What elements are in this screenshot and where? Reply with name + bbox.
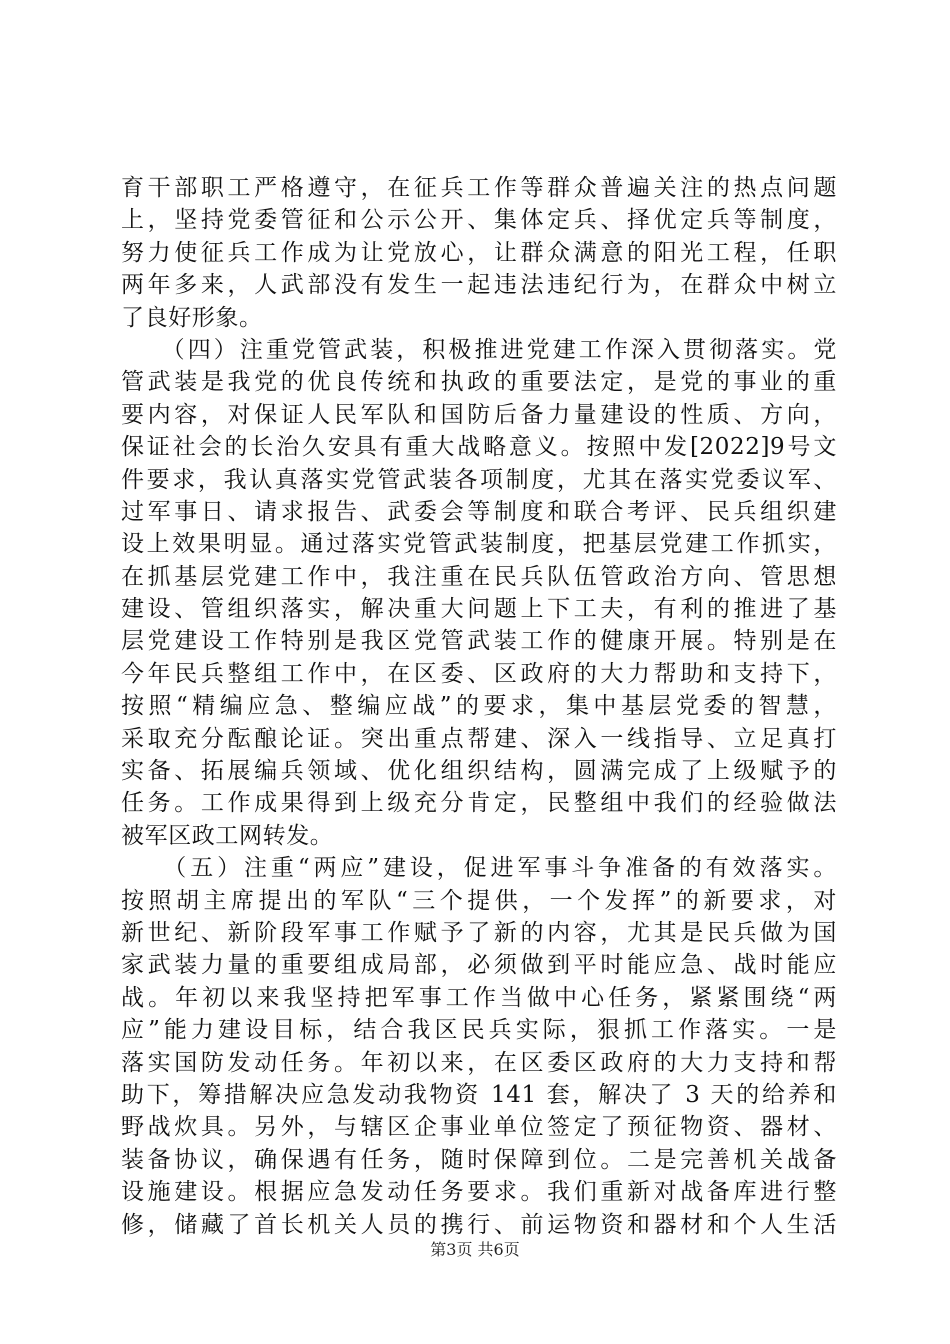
text-line: 建设、管组织落实，解决重大问题上下工夫，有利的推进了基	[121, 596, 837, 623]
text-line: 设施建设。根据应急发动任务要求。我们重新对战备库进行整	[121, 1179, 837, 1206]
text-line: 今年民兵整组工作中，在区委、区政府的大力帮助和支持下，	[121, 660, 837, 687]
text-line: 在抓基层党建工作中，我注重在民兵队伍管政治方向、管思想	[121, 563, 837, 590]
text-line: 新世纪、新阶段军事工作赋予了新的内容，尤其是民兵做为国	[121, 919, 837, 946]
text-line: 装备协议，确保遇有任务，随时保障到位。二是完善机关战备	[121, 1146, 837, 1173]
text-line: 努力使征兵工作成为让党放心，让群众满意的阳光工程，任职	[121, 239, 837, 266]
text-line: 设上效果明显。通过落实党管武装制度，把基层党建工作抓实，	[121, 531, 837, 558]
text-line: 落实国防发动任务。年初以来，在区委区政府的大力支持和帮	[121, 1049, 837, 1076]
text-line: 保证社会的长治久安具有重大战略意义。按照中发[2022]9号文	[121, 434, 837, 461]
text-line: 修，储藏了首长机关人员的携行、前运物资和器材和个人生活	[121, 1211, 837, 1238]
document-body	[121, 172, 837, 1241]
page-footer: 第3页 共6页	[430, 1240, 520, 1259]
text-line: 采取充分酝酿论证。突出重点帮建、深入一线指导、立足真打	[121, 725, 837, 752]
text-line: 两年多来，人武部没有发生一起违法违纪行为，在群众中树立	[121, 272, 837, 299]
text-line: 上，坚持党委管征和公示公开、集体定兵、择优定兵等制度，	[121, 207, 837, 234]
text-line: （四）注重党管武装，积极推进党建工作深入贯彻落实。党	[121, 336, 837, 363]
text-line: 了良好形象。	[121, 304, 263, 331]
text-line: 过军事日、请求报告、武委会等制度和联合考评、民兵组织建	[121, 498, 837, 525]
text-line: （五）注重“两应”建设，促进军事斗争准备的有效落实。	[121, 855, 837, 882]
text-line: 要内容，对保证人民军队和国防后备力量建设的性质、方向，	[121, 401, 837, 428]
text-line: 按照“精编应急、整编应战”的要求，集中基层党委的智慧，	[121, 693, 837, 720]
text-line: 野战炊具。另外，与辖区企事业单位签定了预征物资、器材、	[121, 1114, 837, 1141]
text-line: 管武装是我党的优良传统和执政的重要法定，是党的事业的重	[121, 369, 837, 396]
text-line: 战。年初以来我坚持把军事工作当做中心任务，紧紧围绕“两	[121, 984, 837, 1011]
text-line: 实备、拓展编兵领域、优化组织结构，圆满完成了上级赋予的	[121, 758, 837, 785]
text-line: 任务。工作成果得到上级充分肯定，民整组中我们的经验做法	[121, 790, 837, 817]
text-line: 助下，筹措解决应急发动我物资 141 套，解决了 3 天的给养和	[121, 1081, 837, 1108]
text-line: 育干部职工严格遵守，在征兵工作等群众普遍关注的热点问题	[121, 175, 837, 201]
text-line: 被军区政工网转发。	[121, 822, 334, 849]
text-line: 件要求，我认真落实党管武装各项制度，尤其在落实党委议军、	[121, 466, 837, 493]
text-line: 应”能力建设目标，结合我区民兵实际，狠抓工作落实。一是	[121, 1017, 837, 1044]
text-line: 家武装力量的重要组成局部，必须做到平时能应急、战时能应	[121, 952, 837, 979]
text-line: 层党建设工作特别是我区党管武装工作的健康开展。特别是在	[121, 628, 837, 655]
text-line: 按照胡主席提出的军队“三个提供，一个发挥”的新要求，对	[121, 887, 837, 914]
